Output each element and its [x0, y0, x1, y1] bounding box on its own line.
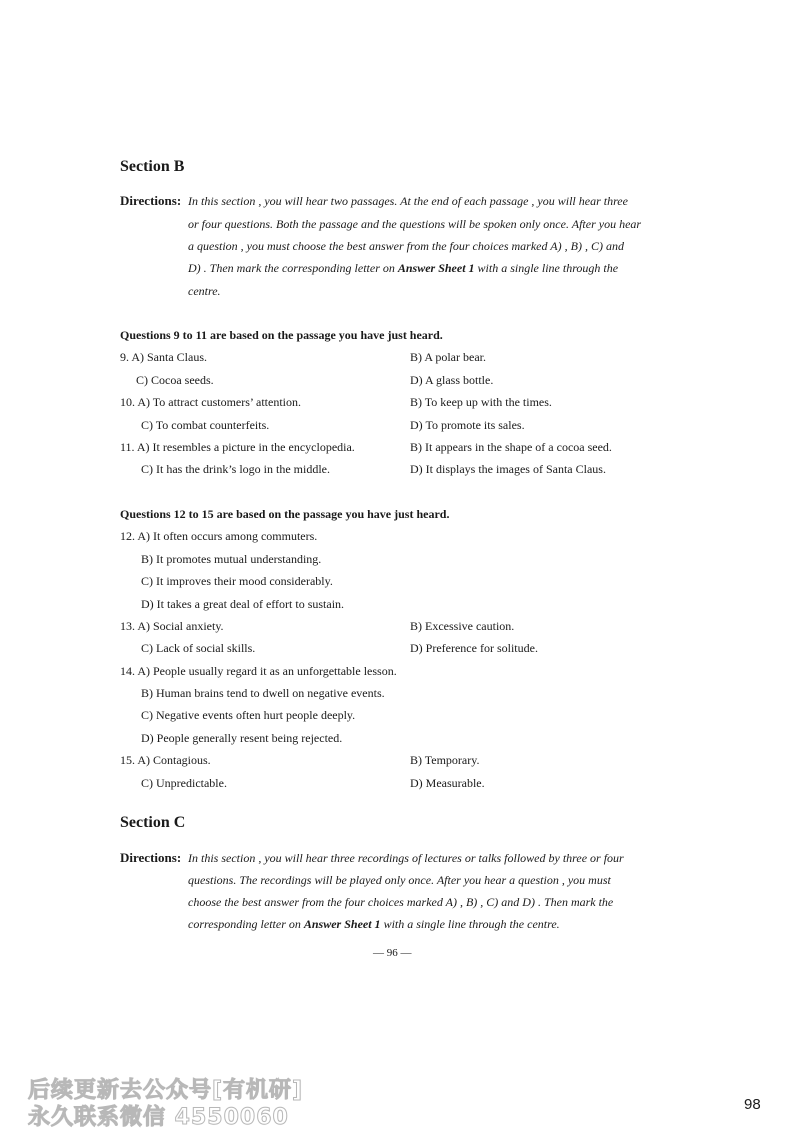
page-number: — 96 —	[373, 947, 412, 959]
answer-option: D) Preference for solitude.	[410, 641, 538, 655]
question-group-heading: Questions 12 to 15 are based on the passage you have just heard.	[120, 507, 450, 521]
section-b-title: Section B	[120, 158, 185, 175]
answer-option: B) A polar bear.	[410, 350, 486, 364]
answer-option: D) A glass bottle.	[410, 373, 494, 387]
answer-option: 10. A) To attract customers’ attention.	[120, 395, 302, 409]
answer-option: B) Temporary.	[410, 753, 480, 767]
question-group-heading: Questions 9 to 11 are based on the passage you have just heard.	[120, 328, 443, 342]
directions-line: In this section , you will hear two passages. At the end of each passage , you will hear three	[188, 194, 628, 208]
directions-line: choose the best answer from the four choices marked A) , B) , C) and D) . Then mark the	[188, 895, 614, 909]
directions-line: centre.	[188, 284, 221, 298]
answer-option: C) Unpredictable.	[141, 776, 227, 790]
directions-line: or four questions. Both the passage and the questions will be spoken only once. After you hear	[188, 217, 642, 231]
directions-line: questions. The recordings will be played only once. After you hear a question , you must	[188, 873, 611, 887]
section-c-title: Section C	[120, 814, 186, 831]
answer-option: D) People generally resent being rejected.	[141, 731, 343, 745]
answer-option: C) Cocoa seeds.	[136, 373, 214, 387]
answer-option: 13. A) Social anxiety.	[120, 619, 224, 633]
answer-option: B) It promotes mutual understanding.	[141, 552, 322, 566]
answer-sheet-ref: Answer Sheet 1	[397, 261, 475, 275]
answer-option: D) Measurable.	[410, 776, 485, 790]
answer-option: 15. A) Contagious.	[120, 753, 211, 767]
answer-option: B) Excessive caution.	[410, 619, 515, 633]
directions-label: Directions:	[120, 850, 182, 865]
directions-line: corresponding letter on Answer Sheet 1 with a single line through the centre.	[188, 917, 560, 931]
directions-line: a question , you must choose the best answer from the four choices marked A) , B) , C) and	[188, 239, 624, 253]
answer-option: 14. A) People usually regard it as an unforgettable lesson.	[120, 664, 397, 678]
answer-option: C) Lack of social skills.	[141, 641, 256, 655]
corner-page-number: 98	[744, 1096, 761, 1113]
watermark-line: 后续更新去公众号[有机研]	[28, 1078, 304, 1103]
answer-option: C) To combat counterfeits.	[141, 418, 270, 432]
answer-option: B) It appears in the shape of a cocoa seed.	[410, 440, 612, 454]
watermark-line: 永久联系微信 4550060	[28, 1105, 289, 1130]
answer-option: 11. A) It resembles a picture in the encyclopedia.	[120, 440, 355, 454]
answer-option: C) Negative events often hurt people deeply.	[141, 708, 356, 722]
answer-option: B) To keep up with the times.	[410, 395, 552, 409]
directions-label: Directions:	[120, 193, 182, 208]
directions-line: In this section , you will hear three recordings of lectures or talks followed by three or four	[188, 851, 624, 865]
directions-line: D) . Then mark the corresponding letter on Answer Sheet 1 with a single line through the	[188, 261, 619, 275]
answer-option: C) It has the drink’s logo in the middle.	[141, 462, 330, 476]
answer-option: D) It displays the images of Santa Claus.	[410, 462, 606, 476]
answer-option: 12. A) It often occurs among commuters.	[120, 529, 318, 543]
answer-option: D) It takes a great deal of effort to sustain.	[141, 597, 345, 611]
answer-option: B) Human brains tend to dwell on negative events.	[141, 686, 385, 700]
answer-option: 9. A) Santa Claus.	[120, 350, 207, 364]
answer-option: C) It improves their mood considerably.	[141, 574, 333, 588]
answer-sheet-ref: Answer Sheet 1	[303, 917, 381, 931]
answer-option: D) To promote its sales.	[410, 418, 525, 432]
